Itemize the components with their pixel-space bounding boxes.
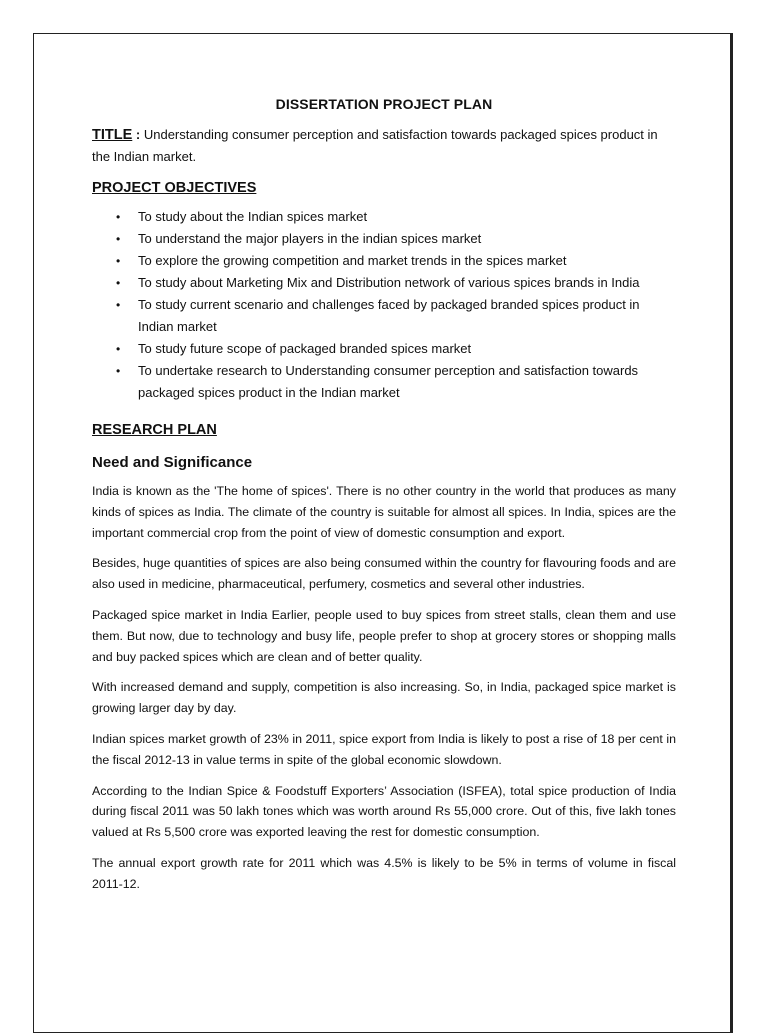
document-heading: DISSERTATION PROJECT PLAN — [275, 96, 493, 112]
bullet-icon: • — [116, 298, 121, 312]
bullet-icon: • — [116, 210, 121, 224]
paragraph: With increased demand and supply, competition is also increasing. So, in India, packaged spice market is growing larger day by day. — [92, 680, 676, 716]
objectives-heading: PROJECT OBJECTIVES — [92, 180, 257, 196]
paragraph: Indian spices market growth of 23% in 2011, spice export from India is likely to post a rise of 18 per cent in the fiscal 2012-13 in value terms in spite of the global economic slowdown. — [92, 731, 676, 767]
bullet-icon: • — [116, 276, 121, 290]
need-significance-heading: Need and Significance — [92, 454, 253, 471]
title-label: TITLE — [92, 127, 133, 143]
list-item — [92, 206, 676, 228]
title-line — [92, 124, 676, 168]
paragraph: The annual export growth rate for 2011 which was 4.5% is likely to be 5% in terms of volume in fiscal 2011-12. — [92, 855, 676, 891]
objective-text: To understand the major players in the indian spices market — [138, 231, 482, 246]
research-plan-heading: RESEARCH PLAN — [92, 422, 217, 438]
bullet-icon: • — [116, 232, 121, 246]
objectives-list — [92, 206, 676, 404]
paragraph: According to the Indian Spice & Foodstuff Exporters’ Association (ISFEA), total spice production of India during fiscal 2011 was 50 lakh tones which was worth around Rs 55,000 crore. Out of this, five lakh tones valued at Rs 5,500 crore was exported leaving the rest for domestic consumption. — [92, 783, 676, 840]
objective-text: To study about Marketing Mix and Distribution network of various spices brands in India — [138, 275, 640, 290]
title-text: Understanding consumer perception and satisfaction towards packaged spices product in the Indian market. — [92, 127, 658, 164]
objective-text: To study about the Indian spices market — [138, 209, 368, 224]
paragraph: Packaged spice market in India Earlier, people used to buy spices from street stalls, clean them and use them. But now, due to technology and busy life, people prefer to shop at grocery stores or shopping malls and buy packed spices which are clean and of better quality. — [92, 607, 676, 664]
objective-text: To study future scope of packaged branded spices market — [138, 341, 472, 356]
objective-text: To study current scenario and challenges faced by packaged branded spices product in Indian market — [138, 297, 640, 334]
list-item — [92, 250, 676, 272]
list-item — [92, 294, 676, 338]
bullet-icon: • — [116, 364, 121, 378]
bullet-icon: • — [116, 342, 121, 356]
list-item — [92, 360, 676, 404]
bullet-icon: • — [116, 254, 121, 268]
list-item — [92, 272, 676, 294]
paragraph: Besides, huge quantities of spices are also being consumed within the country for flavouring foods and are also used in medicine, pharmaceutical, perfumery, cosmetics and several other industries. — [92, 556, 676, 592]
list-item — [92, 338, 676, 360]
paragraph: India is known as the 'The home of spices'. There is no other country in the world that produces as many kinds of spices as India. The climate of the country is suitable for almost all spices. In India, spices are the important commercial crop from the point of view of domestic consumption and export. — [92, 484, 676, 540]
objective-text: To undertake research to Understanding consumer perception and satisfaction towards packaged spices product in the Indian market — [138, 363, 639, 400]
list-item — [92, 228, 676, 250]
title-separator: : — [132, 127, 144, 142]
objective-text: To explore the growing competition and market trends in the spices market — [138, 253, 567, 268]
document-body — [92, 92, 676, 905]
